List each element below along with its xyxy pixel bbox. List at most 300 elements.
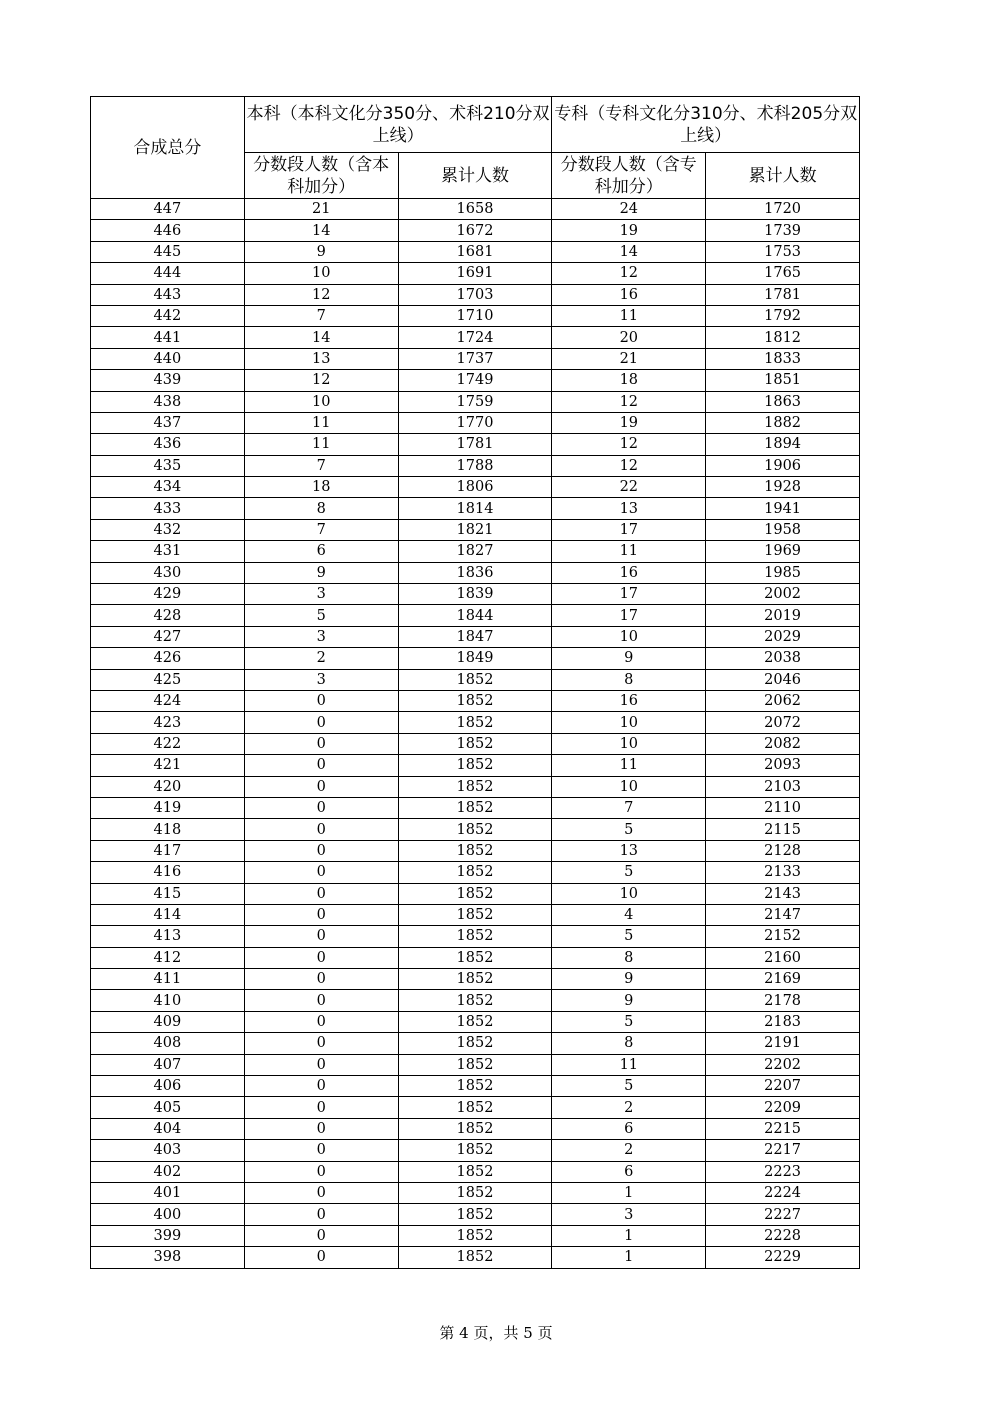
cell-junior-college-cumulative: 2228 bbox=[706, 1225, 860, 1246]
table-header bbox=[91, 97, 860, 199]
cell-undergraduate-count: 3 bbox=[244, 669, 398, 690]
cell-undergraduate-count: 3 bbox=[244, 626, 398, 647]
cell-junior-college-count: 13 bbox=[552, 498, 706, 519]
cell-undergraduate-cumulative: 1710 bbox=[398, 305, 552, 326]
cell-junior-college-cumulative: 2169 bbox=[706, 969, 860, 990]
cell-junior-college-count: 5 bbox=[552, 926, 706, 947]
cell-junior-college-cumulative: 1863 bbox=[706, 391, 860, 412]
table-row bbox=[91, 733, 860, 754]
cell-total-score: 428 bbox=[91, 605, 245, 626]
table-row bbox=[91, 1225, 860, 1246]
cell-total-score: 413 bbox=[91, 926, 245, 947]
cell-undergraduate-cumulative: 1852 bbox=[398, 947, 552, 968]
cell-undergraduate-count: 3 bbox=[244, 584, 398, 605]
table-row bbox=[91, 477, 860, 498]
cell-total-score: 411 bbox=[91, 969, 245, 990]
table-row bbox=[91, 926, 860, 947]
cell-undergraduate-count: 0 bbox=[244, 797, 398, 818]
table-row bbox=[91, 370, 860, 391]
cell-junior-college-cumulative: 2217 bbox=[706, 1140, 860, 1161]
cell-undergraduate-cumulative: 1849 bbox=[398, 648, 552, 669]
cell-junior-college-cumulative: 2072 bbox=[706, 712, 860, 733]
cell-junior-college-count: 9 bbox=[552, 648, 706, 669]
table-row bbox=[91, 648, 860, 669]
table-row bbox=[91, 819, 860, 840]
cell-total-score: 401 bbox=[91, 1182, 245, 1203]
cell-undergraduate-count: 0 bbox=[244, 990, 398, 1011]
cell-total-score: 430 bbox=[91, 562, 245, 583]
table-row bbox=[91, 990, 860, 1011]
cell-junior-college-cumulative: 1958 bbox=[706, 519, 860, 540]
cell-total-score: 420 bbox=[91, 776, 245, 797]
cell-undergraduate-cumulative: 1852 bbox=[398, 1247, 552, 1268]
cell-total-score: 439 bbox=[91, 370, 245, 391]
cell-undergraduate-cumulative: 1852 bbox=[398, 1161, 552, 1182]
cell-total-score: 429 bbox=[91, 584, 245, 605]
table-row bbox=[91, 862, 860, 883]
cell-undergraduate-count: 0 bbox=[244, 883, 398, 904]
cell-undergraduate-cumulative: 1852 bbox=[398, 1225, 552, 1246]
table-row bbox=[91, 840, 860, 861]
cell-total-score: 423 bbox=[91, 712, 245, 733]
cell-junior-college-count: 10 bbox=[552, 883, 706, 904]
cell-undergraduate-cumulative: 1852 bbox=[398, 926, 552, 947]
cell-undergraduate-cumulative: 1839 bbox=[398, 584, 552, 605]
cell-junior-college-count: 19 bbox=[552, 412, 706, 433]
cell-total-score: 419 bbox=[91, 797, 245, 818]
cell-undergraduate-cumulative: 1852 bbox=[398, 1140, 552, 1161]
cell-junior-college-count: 1 bbox=[552, 1225, 706, 1246]
cell-undergraduate-cumulative: 1852 bbox=[398, 755, 552, 776]
table-row bbox=[91, 263, 860, 284]
header-undergraduate-cumulative: 累计人数 bbox=[398, 153, 552, 199]
cell-undergraduate-cumulative: 1821 bbox=[398, 519, 552, 540]
cell-junior-college-cumulative: 2115 bbox=[706, 819, 860, 840]
cell-junior-college-cumulative: 2002 bbox=[706, 584, 860, 605]
cell-junior-college-count: 16 bbox=[552, 284, 706, 305]
cell-junior-college-count: 9 bbox=[552, 969, 706, 990]
cell-undergraduate-count: 21 bbox=[244, 199, 398, 220]
cell-junior-college-cumulative: 1894 bbox=[706, 434, 860, 455]
cell-undergraduate-count: 0 bbox=[244, 690, 398, 711]
cell-undergraduate-cumulative: 1852 bbox=[398, 712, 552, 733]
cell-junior-college-count: 6 bbox=[552, 1161, 706, 1182]
cell-junior-college-cumulative: 2046 bbox=[706, 669, 860, 690]
cell-undergraduate-count: 0 bbox=[244, 819, 398, 840]
cell-undergraduate-cumulative: 1852 bbox=[398, 1076, 552, 1097]
table-row bbox=[91, 1161, 860, 1182]
table-row bbox=[91, 947, 860, 968]
table-row bbox=[91, 220, 860, 241]
cell-junior-college-cumulative: 2128 bbox=[706, 840, 860, 861]
cell-junior-college-count: 18 bbox=[552, 370, 706, 391]
cell-junior-college-cumulative: 1720 bbox=[706, 199, 860, 220]
page-footer: 第 4 页，共 5 页 bbox=[439, 1324, 553, 1342]
cell-total-score: 405 bbox=[91, 1097, 245, 1118]
cell-undergraduate-cumulative: 1847 bbox=[398, 626, 552, 647]
cell-junior-college-count: 4 bbox=[552, 904, 706, 925]
cell-undergraduate-cumulative: 1852 bbox=[398, 1054, 552, 1075]
cell-junior-college-cumulative: 2215 bbox=[706, 1118, 860, 1139]
cell-undergraduate-cumulative: 1681 bbox=[398, 241, 552, 262]
cell-undergraduate-cumulative: 1691 bbox=[398, 263, 552, 284]
cell-junior-college-cumulative: 1753 bbox=[706, 241, 860, 262]
table-row bbox=[91, 1204, 860, 1225]
cell-total-score: 404 bbox=[91, 1118, 245, 1139]
cell-total-score: 398 bbox=[91, 1247, 245, 1268]
cell-total-score: 402 bbox=[91, 1161, 245, 1182]
cell-junior-college-count: 11 bbox=[552, 755, 706, 776]
cell-total-score: 432 bbox=[91, 519, 245, 540]
cell-total-score: 425 bbox=[91, 669, 245, 690]
cell-total-score: 415 bbox=[91, 883, 245, 904]
cell-junior-college-count: 5 bbox=[552, 819, 706, 840]
cell-junior-college-count: 11 bbox=[552, 541, 706, 562]
cell-junior-college-count: 8 bbox=[552, 1033, 706, 1054]
cell-total-score: 407 bbox=[91, 1054, 245, 1075]
cell-total-score: 434 bbox=[91, 477, 245, 498]
cell-junior-college-cumulative: 1781 bbox=[706, 284, 860, 305]
cell-junior-college-cumulative: 1882 bbox=[706, 412, 860, 433]
table-row bbox=[91, 412, 860, 433]
score-distribution-table bbox=[90, 96, 860, 1269]
cell-undergraduate-cumulative: 1658 bbox=[398, 199, 552, 220]
cell-junior-college-count: 1 bbox=[552, 1247, 706, 1268]
cell-total-score: 403 bbox=[91, 1140, 245, 1161]
cell-undergraduate-count: 9 bbox=[244, 241, 398, 262]
cell-undergraduate-cumulative: 1770 bbox=[398, 412, 552, 433]
cell-undergraduate-cumulative: 1852 bbox=[398, 690, 552, 711]
score-distribution-table-container bbox=[90, 96, 859, 1269]
cell-undergraduate-cumulative: 1836 bbox=[398, 562, 552, 583]
table-row bbox=[91, 1097, 860, 1118]
table-row bbox=[91, 904, 860, 925]
cell-junior-college-count: 5 bbox=[552, 862, 706, 883]
cell-undergraduate-cumulative: 1724 bbox=[398, 327, 552, 348]
cell-junior-college-count: 17 bbox=[552, 584, 706, 605]
cell-junior-college-cumulative: 2183 bbox=[706, 1011, 860, 1032]
cell-undergraduate-count: 0 bbox=[244, 733, 398, 754]
cell-junior-college-count: 1 bbox=[552, 1182, 706, 1203]
cell-junior-college-count: 17 bbox=[552, 605, 706, 626]
cell-junior-college-cumulative: 2082 bbox=[706, 733, 860, 754]
cell-junior-college-count: 5 bbox=[552, 1011, 706, 1032]
cell-undergraduate-count: 0 bbox=[244, 1225, 398, 1246]
table-row bbox=[91, 305, 860, 326]
cell-undergraduate-count: 6 bbox=[244, 541, 398, 562]
cell-junior-college-cumulative: 2143 bbox=[706, 883, 860, 904]
cell-total-score: 442 bbox=[91, 305, 245, 326]
cell-undergraduate-cumulative: 1852 bbox=[398, 776, 552, 797]
cell-undergraduate-count: 0 bbox=[244, 1118, 398, 1139]
cell-total-score: 446 bbox=[91, 220, 245, 241]
header-junior-college-cumulative: 累计人数 bbox=[706, 153, 860, 199]
cell-undergraduate-count: 0 bbox=[244, 1076, 398, 1097]
cell-junior-college-count: 12 bbox=[552, 434, 706, 455]
table-row bbox=[91, 969, 860, 990]
cell-junior-college-cumulative: 2207 bbox=[706, 1076, 860, 1097]
cell-total-score: 408 bbox=[91, 1033, 245, 1054]
cell-junior-college-cumulative: 2223 bbox=[706, 1161, 860, 1182]
cell-junior-college-count: 10 bbox=[552, 733, 706, 754]
cell-junior-college-cumulative: 2019 bbox=[706, 605, 860, 626]
cell-undergraduate-cumulative: 1749 bbox=[398, 370, 552, 391]
table-row bbox=[91, 883, 860, 904]
cell-undergraduate-cumulative: 1852 bbox=[398, 969, 552, 990]
table-row bbox=[91, 391, 860, 412]
cell-total-score: 438 bbox=[91, 391, 245, 412]
table-row bbox=[91, 284, 860, 305]
table-row bbox=[91, 690, 860, 711]
cell-undergraduate-count: 9 bbox=[244, 562, 398, 583]
cell-undergraduate-count: 10 bbox=[244, 263, 398, 284]
header-junior-college-group: 专科（专科文化分310分、术科205分双上线） bbox=[552, 97, 860, 153]
cell-total-score: 421 bbox=[91, 755, 245, 776]
cell-undergraduate-cumulative: 1852 bbox=[398, 1011, 552, 1032]
table-row bbox=[91, 562, 860, 583]
cell-undergraduate-cumulative: 1852 bbox=[398, 797, 552, 818]
table-row bbox=[91, 1033, 860, 1054]
cell-junior-college-cumulative: 2147 bbox=[706, 904, 860, 925]
cell-junior-college-count: 8 bbox=[552, 947, 706, 968]
cell-total-score: 412 bbox=[91, 947, 245, 968]
cell-undergraduate-count: 0 bbox=[244, 712, 398, 733]
cell-junior-college-count: 16 bbox=[552, 562, 706, 583]
cell-junior-college-cumulative: 1812 bbox=[706, 327, 860, 348]
cell-undergraduate-count: 0 bbox=[244, 1054, 398, 1075]
cell-junior-college-cumulative: 1969 bbox=[706, 541, 860, 562]
cell-undergraduate-cumulative: 1852 bbox=[398, 1033, 552, 1054]
cell-undergraduate-cumulative: 1788 bbox=[398, 455, 552, 476]
cell-junior-college-count: 2 bbox=[552, 1140, 706, 1161]
cell-junior-college-cumulative: 1906 bbox=[706, 455, 860, 476]
cell-undergraduate-count: 13 bbox=[244, 348, 398, 369]
cell-total-score: 400 bbox=[91, 1204, 245, 1225]
table-row bbox=[91, 1118, 860, 1139]
cell-junior-college-cumulative: 1833 bbox=[706, 348, 860, 369]
cell-junior-college-cumulative: 1792 bbox=[706, 305, 860, 326]
cell-undergraduate-count: 0 bbox=[244, 755, 398, 776]
cell-undergraduate-count: 0 bbox=[244, 1247, 398, 1268]
cell-undergraduate-cumulative: 1703 bbox=[398, 284, 552, 305]
cell-undergraduate-count: 0 bbox=[244, 904, 398, 925]
cell-undergraduate-cumulative: 1852 bbox=[398, 862, 552, 883]
cell-undergraduate-cumulative: 1852 bbox=[398, 1182, 552, 1203]
cell-junior-college-count: 11 bbox=[552, 1054, 706, 1075]
table-row bbox=[91, 498, 860, 519]
cell-undergraduate-count: 8 bbox=[244, 498, 398, 519]
cell-junior-college-cumulative: 2029 bbox=[706, 626, 860, 647]
cell-junior-college-count: 21 bbox=[552, 348, 706, 369]
cell-total-score: 424 bbox=[91, 690, 245, 711]
cell-total-score: 445 bbox=[91, 241, 245, 262]
cell-junior-college-cumulative: 2038 bbox=[706, 648, 860, 669]
cell-junior-college-cumulative: 2224 bbox=[706, 1182, 860, 1203]
cell-undergraduate-count: 0 bbox=[244, 926, 398, 947]
cell-undergraduate-count: 10 bbox=[244, 391, 398, 412]
cell-undergraduate-cumulative: 1852 bbox=[398, 733, 552, 754]
cell-undergraduate-count: 0 bbox=[244, 1033, 398, 1054]
cell-junior-college-cumulative: 2191 bbox=[706, 1033, 860, 1054]
cell-undergraduate-cumulative: 1852 bbox=[398, 883, 552, 904]
cell-junior-college-cumulative: 2178 bbox=[706, 990, 860, 1011]
cell-undergraduate-count: 7 bbox=[244, 519, 398, 540]
cell-undergraduate-cumulative: 1852 bbox=[398, 1118, 552, 1139]
cell-total-score: 441 bbox=[91, 327, 245, 348]
cell-junior-college-count: 22 bbox=[552, 477, 706, 498]
cell-total-score: 435 bbox=[91, 455, 245, 476]
header-undergraduate-group: 本科（本科文化分350分、术科210分双上线） bbox=[244, 97, 552, 153]
cell-undergraduate-cumulative: 1806 bbox=[398, 477, 552, 498]
header-undergraduate-count: 分数段人数（含本科加分） bbox=[244, 153, 398, 199]
cell-junior-college-cumulative: 2160 bbox=[706, 947, 860, 968]
cell-undergraduate-cumulative: 1827 bbox=[398, 541, 552, 562]
cell-undergraduate-count: 7 bbox=[244, 455, 398, 476]
cell-junior-college-cumulative: 2062 bbox=[706, 690, 860, 711]
table-row bbox=[91, 1140, 860, 1161]
table-row bbox=[91, 327, 860, 348]
cell-junior-college-count: 3 bbox=[552, 1204, 706, 1225]
cell-junior-college-cumulative: 2209 bbox=[706, 1097, 860, 1118]
cell-total-score: 433 bbox=[91, 498, 245, 519]
cell-junior-college-cumulative: 2152 bbox=[706, 926, 860, 947]
cell-undergraduate-cumulative: 1737 bbox=[398, 348, 552, 369]
header-total-score: 合成总分 bbox=[91, 97, 245, 199]
table-row bbox=[91, 1182, 860, 1203]
cell-undergraduate-cumulative: 1852 bbox=[398, 840, 552, 861]
cell-total-score: 426 bbox=[91, 648, 245, 669]
cell-undergraduate-count: 14 bbox=[244, 327, 398, 348]
cell-junior-college-count: 10 bbox=[552, 776, 706, 797]
table-row bbox=[91, 1247, 860, 1268]
table-row bbox=[91, 626, 860, 647]
cell-undergraduate-count: 11 bbox=[244, 434, 398, 455]
cell-junior-college-count: 13 bbox=[552, 840, 706, 861]
cell-undergraduate-cumulative: 1852 bbox=[398, 669, 552, 690]
cell-undergraduate-cumulative: 1852 bbox=[398, 1204, 552, 1225]
table-row bbox=[91, 669, 860, 690]
cell-junior-college-cumulative: 2227 bbox=[706, 1204, 860, 1225]
cell-total-score: 437 bbox=[91, 412, 245, 433]
cell-junior-college-count: 12 bbox=[552, 455, 706, 476]
cell-junior-college-count: 19 bbox=[552, 220, 706, 241]
cell-undergraduate-cumulative: 1852 bbox=[398, 1097, 552, 1118]
cell-junior-college-cumulative: 2229 bbox=[706, 1247, 860, 1268]
cell-total-score: 436 bbox=[91, 434, 245, 455]
cell-junior-college-cumulative: 2133 bbox=[706, 862, 860, 883]
cell-total-score: 414 bbox=[91, 904, 245, 925]
cell-junior-college-cumulative: 2202 bbox=[706, 1054, 860, 1075]
cell-undergraduate-count: 0 bbox=[244, 840, 398, 861]
cell-undergraduate-count: 18 bbox=[244, 477, 398, 498]
table-row bbox=[91, 199, 860, 220]
cell-total-score: 416 bbox=[91, 862, 245, 883]
cell-junior-college-count: 9 bbox=[552, 990, 706, 1011]
cell-junior-college-count: 7 bbox=[552, 797, 706, 818]
cell-junior-college-cumulative: 2093 bbox=[706, 755, 860, 776]
cell-total-score: 399 bbox=[91, 1225, 245, 1246]
cell-junior-college-count: 6 bbox=[552, 1118, 706, 1139]
cell-total-score: 431 bbox=[91, 541, 245, 562]
table-row bbox=[91, 434, 860, 455]
table-row bbox=[91, 584, 860, 605]
cell-junior-college-count: 12 bbox=[552, 391, 706, 412]
cell-undergraduate-cumulative: 1814 bbox=[398, 498, 552, 519]
cell-junior-college-count: 14 bbox=[552, 241, 706, 262]
cell-junior-college-cumulative: 1928 bbox=[706, 477, 860, 498]
cell-undergraduate-cumulative: 1852 bbox=[398, 904, 552, 925]
cell-junior-college-cumulative: 1851 bbox=[706, 370, 860, 391]
cell-undergraduate-count: 0 bbox=[244, 1161, 398, 1182]
table-body bbox=[91, 199, 860, 1269]
table-row bbox=[91, 776, 860, 797]
cell-junior-college-cumulative: 2103 bbox=[706, 776, 860, 797]
cell-total-score: 410 bbox=[91, 990, 245, 1011]
cell-total-score: 447 bbox=[91, 199, 245, 220]
cell-junior-college-count: 8 bbox=[552, 669, 706, 690]
cell-undergraduate-count: 14 bbox=[244, 220, 398, 241]
cell-undergraduate-count: 12 bbox=[244, 284, 398, 305]
cell-undergraduate-cumulative: 1781 bbox=[398, 434, 552, 455]
table-row bbox=[91, 1011, 860, 1032]
cell-junior-college-count: 10 bbox=[552, 712, 706, 733]
cell-junior-college-count: 10 bbox=[552, 626, 706, 647]
cell-undergraduate-count: 12 bbox=[244, 370, 398, 391]
table-row bbox=[91, 519, 860, 540]
table-row bbox=[91, 605, 860, 626]
cell-undergraduate-cumulative: 1672 bbox=[398, 220, 552, 241]
cell-total-score: 444 bbox=[91, 263, 245, 284]
table-row bbox=[91, 1054, 860, 1075]
cell-undergraduate-count: 0 bbox=[244, 1097, 398, 1118]
cell-junior-college-count: 2 bbox=[552, 1097, 706, 1118]
cell-undergraduate-count: 5 bbox=[244, 605, 398, 626]
cell-total-score: 417 bbox=[91, 840, 245, 861]
cell-undergraduate-count: 0 bbox=[244, 1204, 398, 1225]
cell-junior-college-cumulative: 1739 bbox=[706, 220, 860, 241]
cell-undergraduate-count: 0 bbox=[244, 969, 398, 990]
cell-undergraduate-count: 11 bbox=[244, 412, 398, 433]
cell-junior-college-count: 17 bbox=[552, 519, 706, 540]
cell-total-score: 427 bbox=[91, 626, 245, 647]
table-row bbox=[91, 712, 860, 733]
table-row bbox=[91, 797, 860, 818]
cell-undergraduate-count: 0 bbox=[244, 1140, 398, 1161]
cell-undergraduate-cumulative: 1844 bbox=[398, 605, 552, 626]
cell-total-score: 406 bbox=[91, 1076, 245, 1097]
table-row bbox=[91, 541, 860, 562]
cell-total-score: 418 bbox=[91, 819, 245, 840]
cell-junior-college-cumulative: 1765 bbox=[706, 263, 860, 284]
cell-undergraduate-count: 0 bbox=[244, 776, 398, 797]
cell-undergraduate-count: 2 bbox=[244, 648, 398, 669]
cell-junior-college-count: 5 bbox=[552, 1076, 706, 1097]
cell-undergraduate-count: 7 bbox=[244, 305, 398, 326]
table-row bbox=[91, 1076, 860, 1097]
cell-total-score: 409 bbox=[91, 1011, 245, 1032]
cell-junior-college-count: 24 bbox=[552, 199, 706, 220]
cell-undergraduate-cumulative: 1852 bbox=[398, 819, 552, 840]
cell-undergraduate-count: 0 bbox=[244, 947, 398, 968]
table-row bbox=[91, 755, 860, 776]
cell-junior-college-count: 20 bbox=[552, 327, 706, 348]
table-row bbox=[91, 348, 860, 369]
table-row bbox=[91, 241, 860, 262]
cell-junior-college-count: 16 bbox=[552, 690, 706, 711]
cell-total-score: 443 bbox=[91, 284, 245, 305]
header-junior-college-count: 分数段人数（含专科加分） bbox=[552, 153, 706, 199]
cell-junior-college-count: 11 bbox=[552, 305, 706, 326]
